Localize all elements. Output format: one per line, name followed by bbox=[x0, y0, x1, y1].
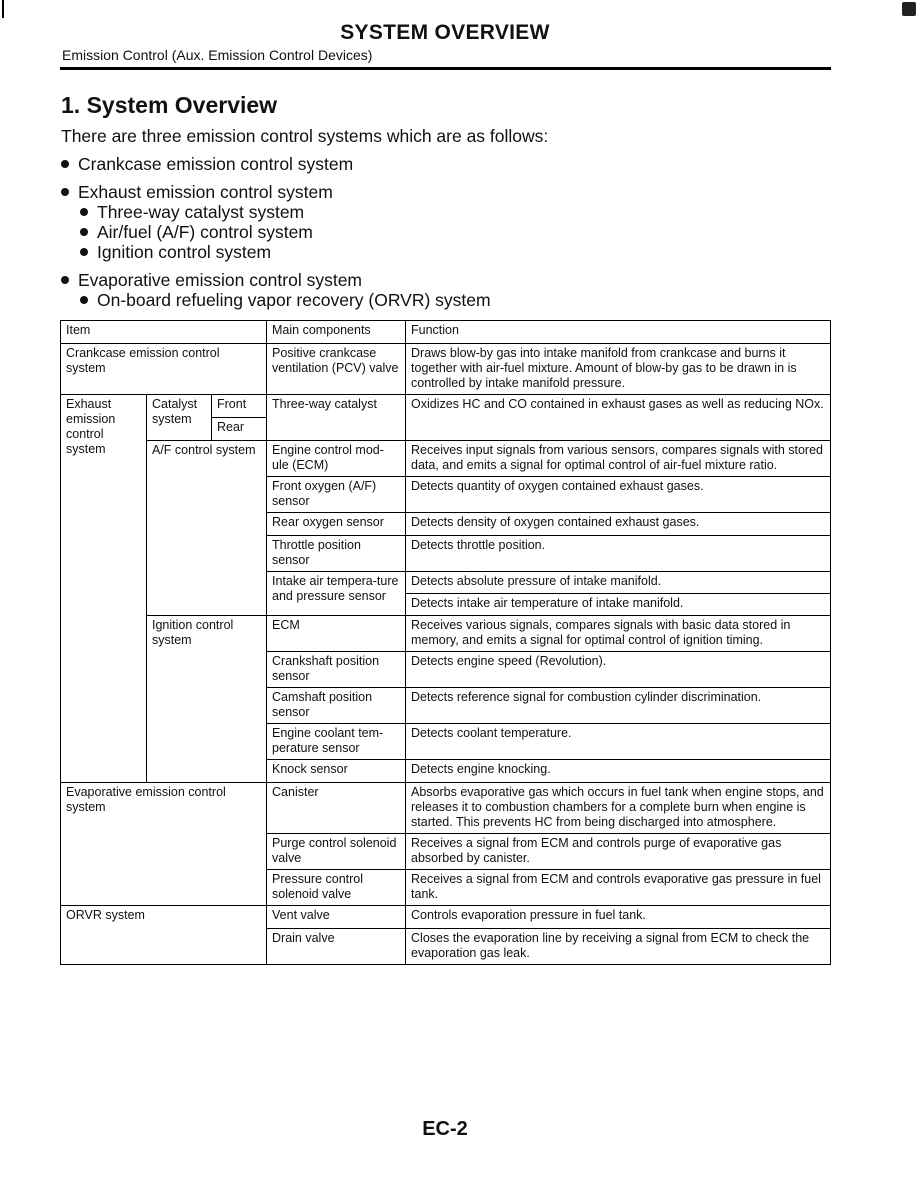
item-crankcase: Crankcase emission control system bbox=[61, 344, 267, 395]
function-cell: Closes the evaporation line by receiving a signal from ECM to check the evaporation gas leak. bbox=[406, 929, 831, 965]
bullet-icon bbox=[61, 276, 69, 284]
function-cell: Detects absolute pressure of intake manifold. bbox=[406, 572, 831, 594]
bullet-exhaust bbox=[61, 182, 333, 203]
table-row bbox=[61, 441, 831, 477]
function-cell: Detects quantity of oxygen contained exhaust gases. bbox=[406, 477, 831, 513]
item-ignition: Ignition control system bbox=[147, 616, 267, 783]
sub-bullet bbox=[80, 290, 491, 311]
component-cell: Purge control solenoid valve bbox=[267, 834, 406, 870]
page-title: SYSTEM OVERVIEW bbox=[340, 21, 550, 44]
bullet-icon bbox=[61, 160, 69, 168]
function-cell: Detects engine speed (Revolution). bbox=[406, 652, 831, 688]
section-heading: 1. System Overview bbox=[61, 92, 278, 118]
function-cell: Detects engine knocking. bbox=[406, 760, 831, 783]
bullet-crankcase bbox=[61, 154, 353, 175]
bullet-icon bbox=[61, 188, 69, 196]
component-cell: Camshaft position sensor bbox=[267, 688, 406, 724]
sub-bullet bbox=[80, 242, 271, 263]
item-catalyst: Catalyst system bbox=[147, 395, 212, 441]
function-cell: Controls evaporation pressure in fuel tank. bbox=[406, 906, 831, 929]
component-cell: Positive crankcase ventilation (PCV) valve bbox=[267, 344, 406, 395]
intro-text: There are three emission control systems which are as follows: bbox=[61, 126, 549, 146]
component-cell: Vent valve bbox=[267, 906, 406, 929]
sub-bullet bbox=[80, 222, 313, 243]
component-cell: Three-way catalyst bbox=[267, 395, 406, 441]
component-cell: Drain valve bbox=[267, 929, 406, 965]
bullet-text: Crankcase emission control system bbox=[78, 154, 354, 174]
table-row bbox=[61, 783, 831, 834]
bullet-icon bbox=[80, 248, 88, 256]
function-cell: Receives a signal from ECM and controls purge of evaporative gas absorbed by canister. bbox=[406, 834, 831, 870]
function-cell: Detects reference signal for combustion cylinder discrimination. bbox=[406, 688, 831, 724]
component-cell: Engine coolant tem-perature sensor bbox=[267, 724, 406, 760]
bullet-text: Exhaust emission control system bbox=[78, 182, 333, 202]
bullet-evaporative bbox=[61, 270, 362, 291]
function-cell: Draws blow-by gas into intake manifold from crankcase and burns it together with air-fuel mixture. Amount of blow-by gas to be drawn in is controlled by intake manifold pressure. bbox=[406, 344, 831, 395]
page-subtitle: Emission Control (Aux. Emission Control Devices) bbox=[62, 47, 373, 63]
function-cell: Receives various signals, compares signals with basic data stored in memory, and emits a signal for optimal control of ignition timing. bbox=[406, 616, 831, 652]
component-cell: Canister bbox=[267, 783, 406, 834]
bullet-icon bbox=[80, 296, 88, 304]
item-rear: Rear bbox=[212, 418, 267, 441]
corner-tab-icon bbox=[902, 2, 916, 16]
header-function: Function bbox=[406, 321, 831, 344]
function-cell: Detects density of oxygen contained exhaust gases. bbox=[406, 513, 831, 536]
function-cell: Oxidizes HC and CO contained in exhaust gases as well as reducing NOx. bbox=[406, 395, 831, 441]
table-header-row bbox=[61, 321, 831, 344]
bullet-text: On-board refueling vapor recovery (ORVR) system bbox=[97, 290, 491, 310]
component-cell: Rear oxygen sensor bbox=[267, 513, 406, 536]
page-number: EC-2 bbox=[422, 1118, 468, 1140]
table-row bbox=[61, 395, 831, 418]
bullet-text: Evaporative emission control system bbox=[78, 270, 362, 290]
page-edge-mark bbox=[2, 0, 4, 18]
bullet-icon bbox=[80, 208, 88, 216]
function-cell: Detects intake air temperature of intake manifold. bbox=[406, 594, 831, 616]
item-evaporative: Evaporative emission control system bbox=[61, 783, 267, 906]
sub-bullet bbox=[80, 202, 304, 223]
header-rule bbox=[60, 67, 831, 70]
component-cell: ECM bbox=[267, 616, 406, 652]
table-row bbox=[61, 344, 831, 395]
component-cell: Crankshaft position sensor bbox=[267, 652, 406, 688]
component-cell: Intake air tempera-ture and pressure sensor bbox=[267, 572, 406, 616]
component-cell: Throttle position sensor bbox=[267, 536, 406, 572]
item-orvr: ORVR system bbox=[61, 906, 267, 965]
header-components: Main components bbox=[267, 321, 406, 344]
function-cell: Detects coolant temperature. bbox=[406, 724, 831, 760]
component-cell: Engine control mod-ule (ECM) bbox=[267, 441, 406, 477]
bullet-text: Ignition control system bbox=[97, 242, 272, 262]
component-cell: Knock sensor bbox=[267, 760, 406, 783]
item-exhaust: Exhaust emission control system bbox=[61, 395, 147, 783]
function-cell: Absorbs evaporative gas which occurs in fuel tank when engine stops, and releases it to combustion chambers for a complete burn when engine is started. This prevents HC from being discharged into atmosphere. bbox=[406, 783, 831, 834]
header-item: Item bbox=[61, 321, 267, 344]
component-cell: Pressure control solenoid valve bbox=[267, 870, 406, 906]
component-cell: Front oxygen (A/F) sensor bbox=[267, 477, 406, 513]
bullet-text: Air/fuel (A/F) control system bbox=[97, 222, 313, 242]
bullet-text: Three-way catalyst system bbox=[97, 202, 305, 222]
function-cell: Detects throttle position. bbox=[406, 536, 831, 572]
emission-control-table bbox=[60, 320, 831, 965]
item-front: Front bbox=[212, 395, 267, 418]
table-row bbox=[61, 616, 831, 652]
bullet-icon bbox=[80, 228, 88, 236]
function-cell: Receives a signal from ECM and controls evaporative gas pressure in fuel tank. bbox=[406, 870, 831, 906]
table-row bbox=[61, 906, 831, 929]
function-cell: Receives input signals from various sensors, compares signals with stored data, and emits a signal for optimal control of air-fuel mixture ratio. bbox=[406, 441, 831, 477]
item-af: A/F control system bbox=[147, 441, 267, 616]
